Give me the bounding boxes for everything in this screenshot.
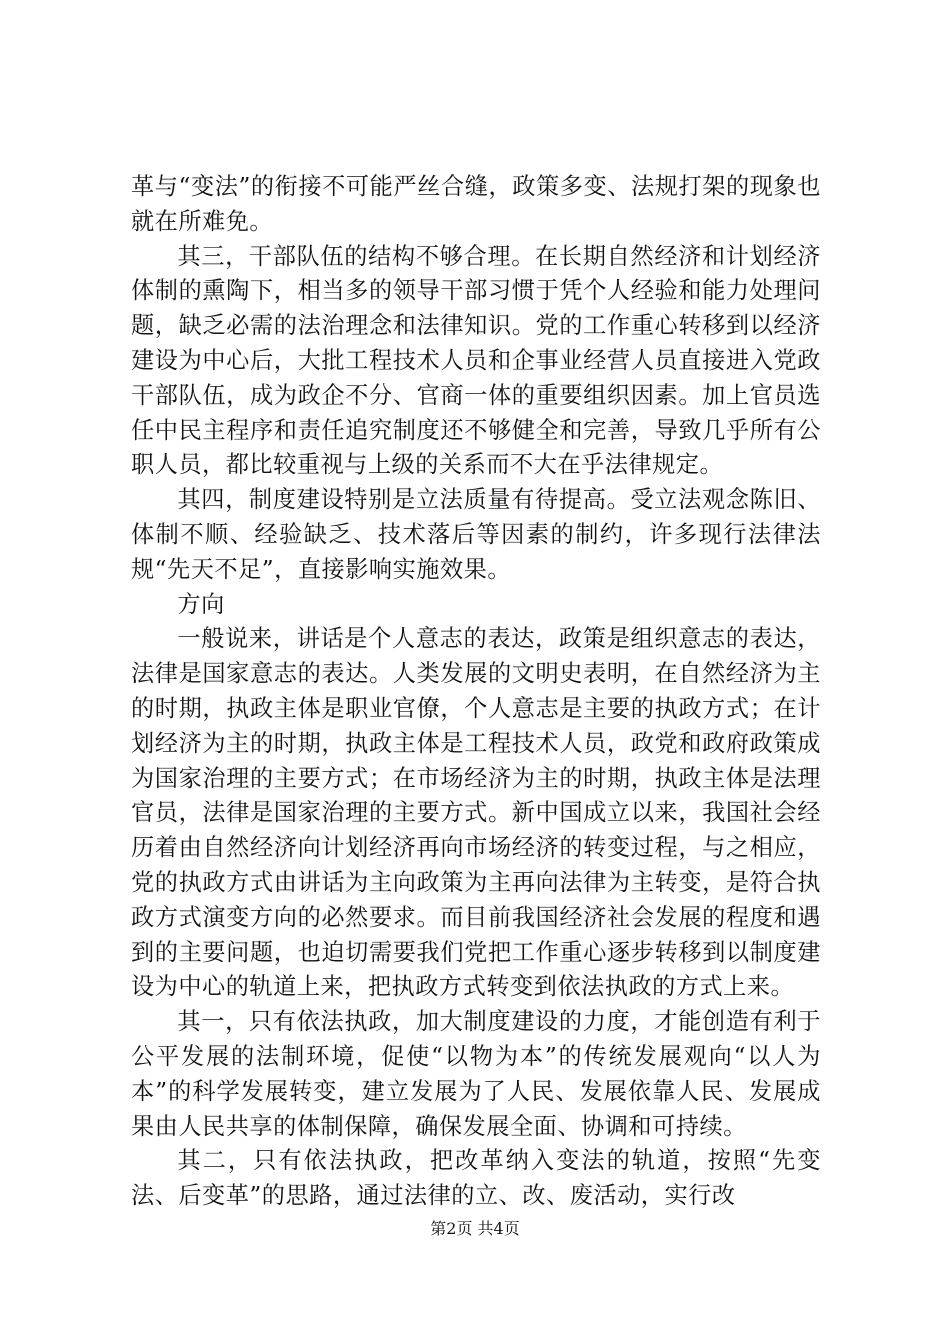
paragraph-2: 其三，干部队伍的结构不够合理。在长期自然经济和计划经济体制的熏陶下，相当多的领导干部习惯于凭个人经验和能力处理问题，缺乏必需的法治理念和法律知识。党的工作重心转移到以经济建设为中心后，大批工程技术人员和企事业经营人员直接进入党政干部队伍，成为政企不分、官商一体的重要组织因素。加上官员选任中民主程序和责任追究制度还不够健全和完善，导致几乎所有公职人员，都比较重视与上级的关系而不大在乎法律规定。 xyxy=(131,242,821,479)
section-heading: 方向 xyxy=(177,590,225,618)
document-body xyxy=(131,170,821,1214)
page-footer: 第2页 共4页 xyxy=(430,1219,520,1238)
paragraph-7: 其二，只有依法执政，把改革纳入变法的轨道，按照“先变法、后变革”的思路，通过法律的立、改、废活动，实行改 xyxy=(131,1147,821,1210)
paragraph-1: 革与“变法”的衔接不可能严丝合缝，政策多变、法规打架的现象也就在所难免。 xyxy=(131,173,821,235)
paragraph-6: 其一，只有依法执政，加大制度建设的力度，才能创造有利于公平发展的法制环境，促使“以物为本”的传统发展观向“以人为本”的科学发展转变，建立发展为了人民、发展依靠人民、发展成果由人民共享的体制保障，确保发展全面、协调和可持续。 xyxy=(131,1008,821,1140)
paragraph-3: 其四，制度建设特别是立法质量有待提高。受立法观念陈旧、体制不顺、经验缺乏、技术落后等因素的制约，许多现行法律法规“先天不足”，直接影响实施效果。 xyxy=(131,486,821,583)
paragraph-5: 一般说来，讲话是个人意志的表达，政策是组织意志的表达，法律是国家意志的表达。人类发展的文明史表明，在自然经济为主的时期，执政主体是职业官僚，个人意志是主要的执政方式；在计划经济为主的时期，执政主体是工程技术人员，政党和政府政策成为国家治理的主要方式；在市场经济为主的时期，执政主体是法理官员，法律是国家治理的主要方式。新中国成立以来，我国社会经历着由自然经济向计划经济再向市场经济的转变过程，与之相应，党的执政方式由讲话为主向政策为主再向法律为主转变，是符合执政方式演变方向的必然要求。而目前我国经济社会发展的程度和遇到的主要问题，也迫切需要我们党把工作重心逐步转移到以制度建设为中心的轨道上来，把执政方式转变到依法执政的方式上来。 xyxy=(131,625,821,1001)
